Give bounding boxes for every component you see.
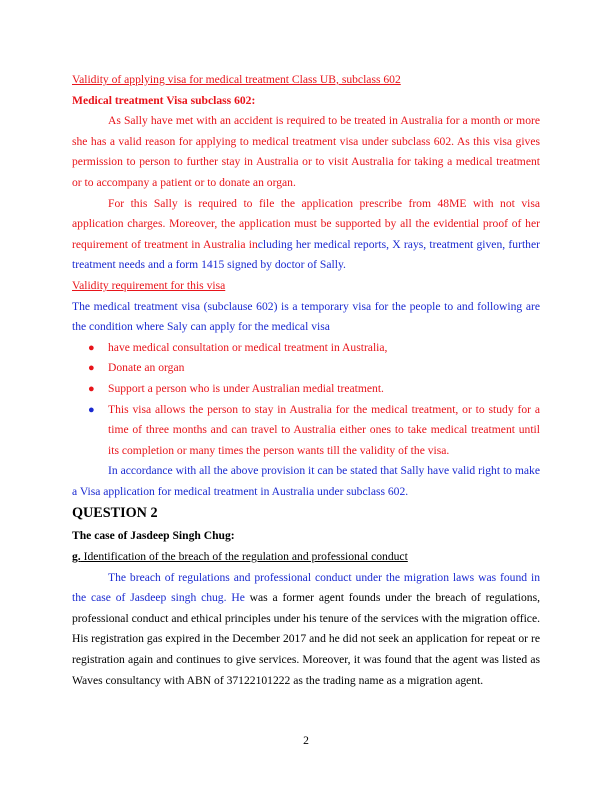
paragraph-breach-blue: The breach of regulations and professional conduct under the migration laws was found in the case of Jasdeep singh chug. He [72,570,540,605]
paragraph-conclusion: In accordance with all the above provision it can be stated that Sally have valid right to make a Visa application for medical treatment in Australia under subclass 602. [72,464,540,498]
list-item [72,338,540,359]
paragraph-breach-black: was a former agent founds under the breach of regulations, professional conduct and ethical principles under his tenure of the services with the migration office. His registration gas expired in the December 2017 and he did not seek an application for repeat or re registration again and continues to give services. Moreover, it was found that the agent was listed as Waves consultancy with ABN of 37122101222 as the trading name as a migration agent. [72,591,540,687]
item-heading-text: Identification of the breach of the regulation and professional conduct [80,550,408,564]
list-item [72,358,540,379]
bullet-icon: ● [88,403,95,416]
list-item [72,400,540,462]
paragraph-application-blue: cluding her medical reports, X rays, treatment given, further treatment needs and a form 1415 signed by doctor of Sally. [72,237,540,272]
paragraph-breach [72,568,540,692]
list-item-text: This visa allows the person to stay in Australia for the medical treatment, or to study for a time of three months and can travel to Australia either ones to take medical treatment until its completion or many times the person wants till the validity of the visa. [108,402,540,457]
heading-visa-subclass: Medical treatment Visa subclass 602: [72,93,256,107]
page-number: 2 [303,734,309,747]
list-item-text: Support a person who is under Australian medial treatment. [108,381,384,395]
paragraph-application-requirements [72,194,540,276]
question-heading: QUESTION 2 [72,505,158,522]
case-title: The case of Jasdeep Singh Chug: [72,529,235,543]
heading-validity: Validity of applying visa for medical treatment Class UB, subclass 602 [72,73,401,86]
paragraph-sally-accident: As Sally have met with an accident is required to be treated in Australia for a month or more she has a valid reason for applying to medical treatment visa under subclass 602. As this visa gives permission to person to further stay in Australia or to visit Australia for taking a medical treatment or to accompany a patient or to donate an organ. [72,114,540,189]
item-letter: g. [72,550,81,564]
heading-validity-requirement: Validity requirement for this visa [72,278,226,292]
item-heading [72,547,540,568]
list-item-text: have medical consultation or medical treatment in Australia, [108,340,388,354]
list-item-text: Donate an organ [108,361,185,375]
bullet-icon: ● [88,341,95,354]
bullet-icon: ● [88,362,95,375]
list-item [72,379,540,400]
conditions-list [72,338,540,462]
paragraph-temporary-visa: The medical treatment visa (subclause 602) is a temporary visa for the people to and following are the condition where Saly can apply for the medical visa [72,299,540,334]
document-page [72,70,540,691]
bullet-icon: ● [88,382,95,395]
paragraph-application-red: For this Sally is required to file the application prescribe from 48ME with not visa application charges. Moreover, the application must be supported by all the evidential proof of her requirement of treatment in Australia in [72,196,540,251]
